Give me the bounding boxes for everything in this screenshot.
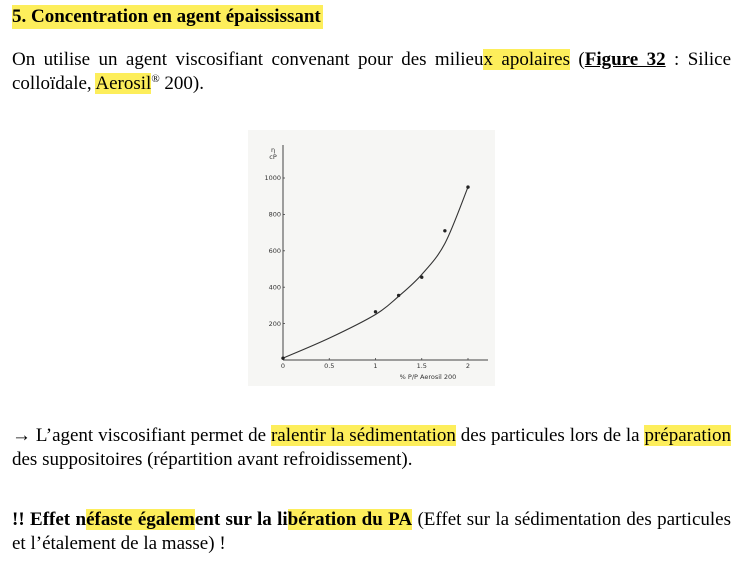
paragraph-effect [12,424,731,472]
highlight: bération du PA [287,509,413,530]
highlight: x apolaires [483,49,570,70]
svg-text:η: η [270,146,276,154]
svg-text:0: 0 [280,362,286,370]
svg-text:1.5: 1.5 [416,362,427,370]
highlight: éfaste égalem [86,509,195,530]
text: On utilise un agent viscosifiant convenant pour des milieu [12,49,484,70]
figure-reference: Figure 32 [584,49,666,70]
text: L’agent viscosifiant permet de [31,425,271,446]
highlight: Aerosil [95,73,152,94]
svg-text:1000: 1000 [264,174,281,183]
text: : Silice colloïdale, [12,49,731,94]
highlight: ralentir la sédimentation [270,425,456,446]
text: (Effet sur la sédimentation des particules et l’étalement de la masse) ! [12,509,731,554]
section-heading: 5. Concentration en agent épaississant [12,6,321,27]
fit-curve [283,187,468,358]
svg-text:2: 2 [465,362,471,370]
paragraph-warning [12,508,731,556]
svg-text:cP: cP [269,153,277,161]
text: des particules lors de la [455,425,645,446]
svg-text:1: 1 [373,362,378,370]
text: 200). [159,73,204,94]
text: des suppositoires (répartition avant refroidissement). [12,449,413,470]
bold-text: !! Effet n [12,509,87,530]
axis-labels [264,146,470,381]
svg-text:600: 600 [268,247,281,255]
data-points [281,185,469,359]
text: ( [569,49,585,70]
svg-text:0.5: 0.5 [324,362,335,370]
bold-text: ent sur la li [194,509,288,530]
paragraph-intro [12,48,731,96]
chart-axes [283,145,488,360]
svg-text:200: 200 [268,319,281,328]
svg-text:800: 800 [268,210,281,219]
arrow-icon: → [12,425,31,446]
svg-text:% P/P Aerosil 200: % P/P Aerosil 200 [399,373,457,381]
svg-text:400: 400 [268,283,281,292]
highlight: préparation [644,425,731,446]
registered-mark: ® [151,73,160,85]
chart-svg [248,130,495,386]
figure-viscosity-chart [248,130,495,386]
